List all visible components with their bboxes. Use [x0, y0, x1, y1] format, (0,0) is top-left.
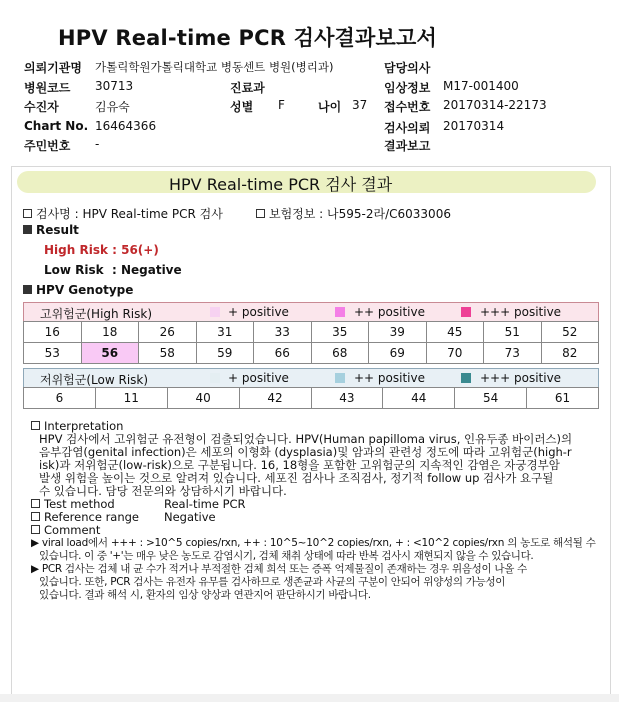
low-risk-table	[23, 387, 599, 409]
genotype-cell: 70	[426, 343, 484, 364]
header-value: 가톨릭학원가톨릭대학교 병동센트 병원(병리과)	[95, 60, 334, 74]
genotype-cell: 39	[369, 322, 427, 343]
header-label: Chart No.	[24, 119, 89, 133]
checkbox-icon	[23, 209, 32, 218]
interpretation-line: 수 있습니다. 담당 전문의와 상담하시기 바랍니다.	[39, 484, 287, 498]
header-label: 성별	[230, 100, 254, 114]
low-risk-legend	[23, 368, 599, 388]
genotype-cell: 69	[369, 343, 427, 364]
comment-line: 있습니다. 또한, PCR 검사는 유전자 유무를 검사하므로 생존균과 사균의 구분이 안되어 위양성의 가능성이	[39, 576, 506, 588]
filled-square-icon	[23, 285, 32, 294]
test-name-line	[23, 205, 223, 222]
legend-swatch	[461, 307, 471, 317]
genotype-cell: 31	[196, 322, 254, 343]
header-value: 20170314	[443, 119, 505, 133]
table-row	[24, 322, 599, 343]
interpretation-line: 발생 위험을 높이는 것으로 알려져 있습니다. 세포진 검사나 조직검사, 정기적 follow up 검사가 요구될	[39, 471, 554, 485]
insurance-line	[256, 205, 451, 222]
genotype-cell: 6	[24, 388, 96, 409]
legend-label: ++ positive	[354, 305, 425, 319]
interpretation-line: HPV 검사에서 고위험군 유전형이 검출되었습니다. HPV(Human papilloma virus, 인유두종 바이러스)의	[39, 432, 573, 446]
genotype-cell: 82	[541, 343, 599, 364]
reference-range-line	[31, 511, 591, 524]
high-risk-legend	[23, 302, 599, 322]
header-value: F	[278, 98, 285, 112]
low-risk-label: 저위험군(Low Risk)	[40, 373, 149, 387]
genotype-cell: 68	[311, 343, 369, 364]
comment-line: ▶ PCR 검사는 검체 내 균 수가 적거나 부적절한 검체 희석 또는 증폭 억제물질이 존재하는 경우 위음성이 나올 수	[31, 563, 527, 575]
genotype-cell: 52	[541, 322, 599, 343]
header-label: 주민번호	[24, 139, 71, 153]
legend-swatch	[461, 373, 471, 383]
legend-label: +++ positive	[480, 371, 562, 385]
high-risk-result: High Risk : 56(+)	[44, 243, 159, 257]
interpretation-heading: Interpretation	[44, 419, 124, 433]
legend-swatch	[335, 373, 345, 383]
legend-label: ++ positive	[354, 371, 425, 385]
comment-line: ▶ viral load에서 +++ : >10^5 copies/rxn, ++ : 10^5~10^2 copies/rxn, + : <10^2 copies/rxn 의 농도로 해석될 수	[31, 537, 596, 549]
legend-label: +++ positive	[480, 305, 562, 319]
genotype-cell: 58	[139, 343, 197, 364]
header-label: 임상정보	[384, 81, 431, 95]
genotype-cell: 33	[254, 322, 312, 343]
low-risk-result: Low Risk : Negative	[44, 263, 182, 277]
header-value: M17-001400	[443, 79, 519, 93]
result-heading: Result	[36, 223, 79, 237]
genotype-heading-line	[23, 283, 133, 297]
legend-swatch	[210, 307, 220, 317]
header-value: 16464366	[95, 119, 157, 133]
header-label: 결과보고	[384, 139, 431, 153]
reference-range-value: Negative	[164, 510, 216, 524]
table-row	[24, 343, 599, 364]
header-value: 37	[352, 98, 368, 112]
header-label: 병원코드	[24, 81, 71, 95]
header-value: -	[95, 137, 100, 151]
genotype-cell: 44	[383, 388, 455, 409]
header-value: 30713	[95, 79, 134, 93]
checkbox-icon	[31, 525, 40, 534]
genotype-cell-positive: 56	[81, 343, 139, 364]
legend-swatch	[210, 373, 220, 383]
genotype-cell: 66	[254, 343, 312, 364]
genotype-cell: 43	[311, 388, 383, 409]
header-value: 20170314-22173	[443, 98, 547, 112]
comment-heading: Comment	[44, 523, 101, 537]
genotype-cell: 61	[527, 388, 599, 409]
header-value: 김유숙	[95, 100, 130, 114]
genotype-cell: 35	[311, 322, 369, 343]
genotype-cell: 11	[95, 388, 167, 409]
high-risk-label: 고위험군(High Risk)	[40, 307, 152, 321]
test-method-label: Test method	[44, 497, 115, 511]
genotype-cell: 45	[426, 322, 484, 343]
checkbox-icon	[256, 209, 265, 218]
high-risk-table	[23, 321, 599, 364]
genotype-cell: 51	[484, 322, 542, 343]
header-label: 나이	[318, 100, 342, 114]
genotype-cell: 26	[139, 322, 197, 343]
header-label: 검사의뢰	[384, 121, 431, 135]
header-label: 수진자	[24, 100, 59, 114]
checkbox-icon	[31, 512, 40, 521]
table-row	[24, 388, 599, 409]
banner-title: HPV Real-time PCR 검사 결과	[169, 175, 393, 194]
genotype-cell: 59	[196, 343, 254, 364]
genotype-cell: 54	[455, 388, 527, 409]
interpretation-line: isk)과 저위험군(low-risk)으로 구분됩니다. 16, 18형을 포함한 고위험군의 지속적인 감염은 자궁경부암	[39, 458, 560, 472]
result-heading-line	[23, 223, 79, 237]
comment-line: 있습니다. 이 중 '+'는 매우 낮은 농도로 감염시기, 검체 채취 상태에 따라 반복 검사시 재현되지 않을 수 있습니다.	[39, 550, 534, 562]
filled-square-icon	[23, 225, 32, 234]
legend-label: + positive	[228, 371, 289, 385]
bottom-bar	[0, 694, 619, 702]
interpretation-section	[31, 419, 596, 602]
genotype-cell: 53	[24, 343, 82, 364]
genotype-cell: 42	[239, 388, 311, 409]
reference-range-label: Reference range	[44, 510, 140, 524]
header-label: 의뢰기관명	[24, 61, 82, 75]
genotype-cell: 73	[484, 343, 542, 364]
test-method-value: Real-time PCR	[164, 497, 246, 511]
genotype-cell: 18	[81, 322, 139, 343]
checkbox-icon	[31, 421, 40, 430]
header-label: 접수번호	[384, 100, 431, 114]
test-name: 검사명 : HPV Real-time PCR 검사	[36, 207, 223, 221]
header-label: 담당의사	[384, 61, 431, 75]
legend-swatch	[335, 307, 345, 317]
checkbox-icon	[31, 499, 40, 508]
legend-label: + positive	[228, 305, 289, 319]
header-label: 진료과	[230, 81, 265, 95]
insurance-info: 보험정보 : 나595-2라/C6033006	[269, 207, 451, 221]
report-title: HPV Real-time PCR 검사결과보고서	[58, 26, 437, 50]
comment-line: 있습니다. 결과 해석 시, 환자의 임상 양상과 연관지어 판단하시기 바랍니다.	[39, 589, 371, 601]
interpretation-line: 음부감염(genital infection)은 세포의 이형화 (dysplasia)및 암과의 관련성 정도에 따라 고위험군(high-r	[39, 445, 572, 459]
genotype-cell: 16	[24, 322, 82, 343]
genotype-heading: HPV Genotype	[36, 283, 134, 297]
result-banner	[17, 171, 596, 193]
genotype-cell: 40	[167, 388, 239, 409]
comment-heading-line	[31, 524, 591, 537]
